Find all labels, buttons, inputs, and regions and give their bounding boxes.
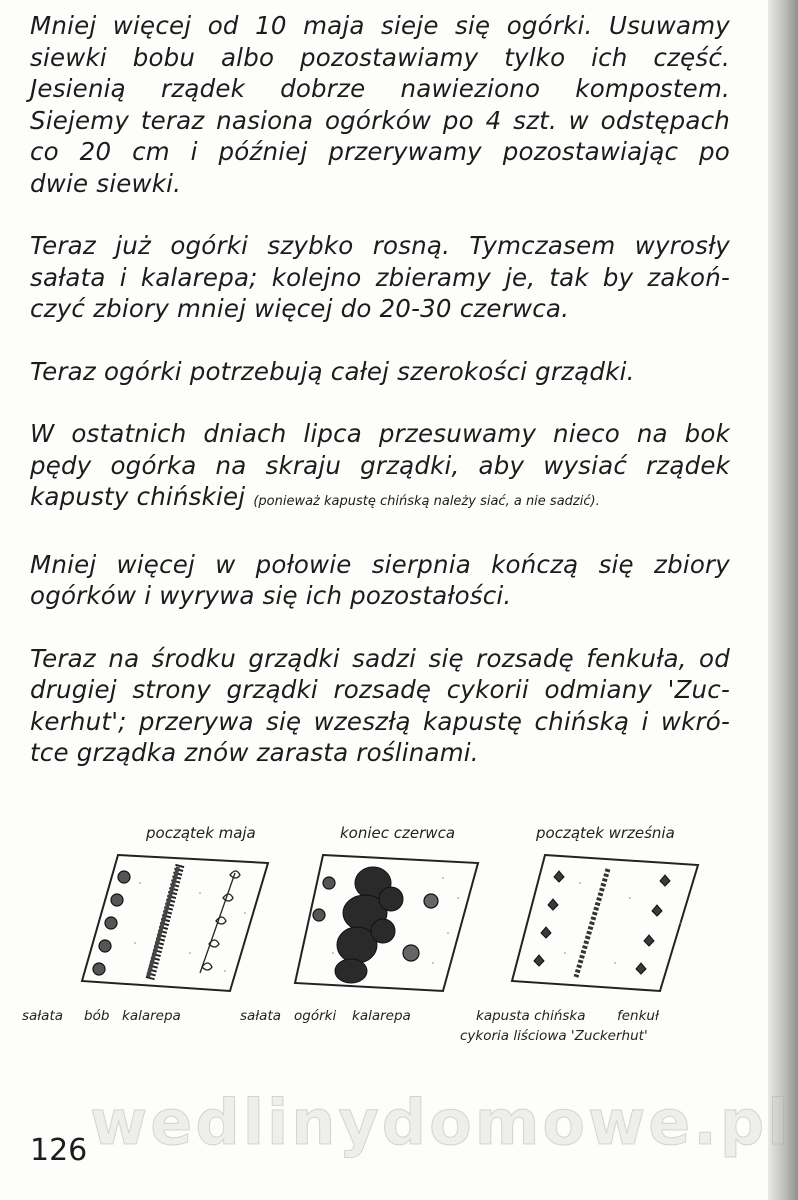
paragraph-3: [30, 356, 730, 388]
text-line: sałata i kalarepa; kolejno zbieramy je, tak by zakoń-: [30, 262, 730, 292]
fennel-row: [576, 869, 608, 977]
footnote-remark: (ponieważ kapustę chińską należy siać, a nie sadzić).: [253, 494, 600, 509]
kohlrabi-row: [200, 871, 240, 973]
text-line: czyć zbiory mniej więcej do 20-30 czerwca.: [30, 294, 570, 323]
text-line: drugiej strony grządki rozsadę cykorii odmiany 'Zuc-: [30, 675, 730, 704]
text-line: Siejemy teraz nasiona ogórków po 4 szt. w odstępach: [30, 105, 730, 135]
text-line: kerhut'; przerywa się wzeszłą kapustę chińską i wkró-: [30, 706, 730, 736]
text-line: Teraz ogórki potrzebują całej szerokości grządki.: [30, 356, 635, 386]
watermark: wedlinydomowe.pl: [90, 1086, 792, 1159]
garden-bed-figure: [0, 815, 760, 1065]
label-lettuce: sałata: [22, 1008, 64, 1024]
panel-caption-may: początek maja: [146, 824, 256, 842]
label-kohlrabi: kalarepa: [122, 1008, 181, 1024]
bed-sketch-may: [80, 853, 270, 993]
panel-caption-june: koniec czerwca: [340, 824, 456, 842]
bed-sketch-september: [510, 853, 700, 993]
label-chinese-cabbage: kapusta chińska: [476, 1008, 586, 1024]
text-line: siewki bobu albo pozostawiamy tylko ich część.: [30, 42, 730, 72]
text-line: Teraz już ogórki szybko rosną. Tymczasem wyrosły: [30, 231, 730, 260]
text-line: Jesienią rządek dobrze nawieziono kompostem.: [30, 74, 730, 103]
chicory-row: [636, 875, 670, 974]
text-line: Mniej więcej od 10 maja sieje się ogórki. Usuwamy: [30, 11, 730, 40]
page-edge-shadow: [768, 0, 798, 1200]
label-chicory: cykoria liściowa 'Zuckerhut': [460, 1028, 648, 1044]
paragraph-1: [30, 10, 730, 199]
text-fragment: kapusty chińskiej: [30, 482, 246, 511]
text-line: co 20 cm i później przerywamy pozostawiając po: [30, 137, 730, 166]
label-cucumbers: ogórki: [294, 1008, 337, 1024]
page-number: 126: [30, 1133, 88, 1168]
label-fennel: fenkuł: [617, 1008, 659, 1024]
kohlrabi-plants: [403, 894, 438, 961]
paragraph-5: [30, 549, 730, 612]
text-line: tce grządka znów zarasta roślinami.: [30, 738, 479, 767]
text-line: Teraz na środku grządki sadzi się rozsadę fenkuła, od: [30, 643, 730, 673]
text-line: pędy ogórka na skraju grządki, aby wysiać rządek: [30, 450, 730, 480]
cucumber-foliage: [335, 867, 403, 983]
text-line: [30, 481, 730, 518]
broad-bean-stems: [148, 867, 178, 977]
chinese-cabbage-row: [534, 871, 564, 966]
paragraph-6: [30, 643, 730, 769]
text-line: dwie siewki.: [30, 168, 182, 198]
body-text: [30, 10, 730, 800]
label-kohlrabi: kalarepa: [352, 1008, 411, 1024]
bed-sketch-june: [293, 853, 483, 993]
paragraph-4: [30, 418, 730, 518]
text-line: ogórków i wyrywa się ich pozostałości.: [30, 581, 512, 610]
panel-caption-september: początek września: [536, 824, 675, 842]
text-line: W ostatnich dniach lipca przesuwamy nieco na bok: [30, 419, 730, 448]
paragraph-2: [30, 230, 730, 325]
text-line: Mniej więcej w połowie sierpnia kończą się zbiory: [30, 549, 730, 579]
label-lettuce: sałata: [240, 1008, 282, 1024]
label-broad-bean: bób: [84, 1008, 110, 1024]
